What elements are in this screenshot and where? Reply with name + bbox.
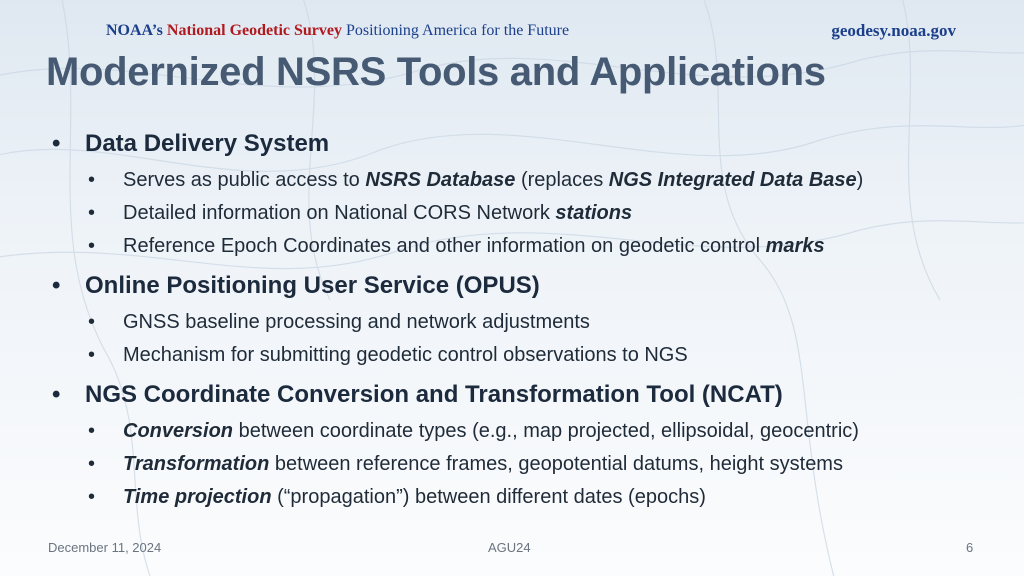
sub-bullet bbox=[88, 169, 863, 192]
bullet-icon: • bbox=[88, 486, 96, 508]
sub-bullet bbox=[88, 202, 632, 225]
header-bar bbox=[0, 12, 1024, 48]
bullet-heading: Online Positioning User Service (OPUS) bbox=[85, 272, 540, 299]
sub-bullet-text: (replaces bbox=[515, 169, 609, 191]
sub-bullet-text: Reference Epoch Coordinates and other information on geodetic control bbox=[123, 235, 766, 257]
bullet-icon: • bbox=[88, 169, 96, 191]
bullet-icon: • bbox=[88, 311, 96, 333]
footer-conference: AGU24 bbox=[488, 540, 531, 555]
slide-title: Modernized NSRS Tools and Applications bbox=[46, 50, 826, 94]
sub-bullet-text: ) bbox=[856, 169, 864, 191]
footer-date: December 11, 2024 bbox=[48, 540, 162, 555]
bullet-icon: • bbox=[52, 130, 61, 157]
brand-noaa: NOAA’s bbox=[106, 22, 163, 39]
sub-bullet-emphasis: marks bbox=[765, 235, 825, 257]
bullet-icon: • bbox=[52, 272, 61, 299]
sub-bullet-text: between reference frames, geopotential datums, height systems bbox=[269, 453, 843, 475]
sub-bullet bbox=[88, 311, 590, 334]
sub-bullet-text: (“propagation”) between different dates (epochs) bbox=[271, 486, 706, 508]
sub-bullet bbox=[88, 453, 843, 476]
sub-bullet-text: Mechanism for submitting geodetic control observations to NGS bbox=[123, 344, 688, 366]
sub-bullet bbox=[88, 235, 825, 258]
sub-bullet-emphasis: Time projection bbox=[123, 486, 272, 508]
sub-bullet bbox=[88, 486, 706, 509]
site-url: geodesy.noaa.gov bbox=[831, 21, 956, 40]
bullet-icon: • bbox=[88, 235, 96, 257]
bullet-icon: • bbox=[88, 344, 96, 366]
ngs-brand-logo bbox=[106, 22, 569, 40]
bullet-icon: • bbox=[88, 420, 96, 442]
bullet-data-delivery-system bbox=[52, 130, 329, 158]
sub-bullet-emphasis: Transformation bbox=[123, 453, 270, 475]
footer-page-number: 6 bbox=[966, 540, 974, 555]
sub-bullet-emphasis: stations bbox=[555, 202, 633, 224]
bullet-opus bbox=[52, 272, 540, 300]
sub-bullet-text: Serves as public access to bbox=[123, 169, 366, 191]
sub-bullet-text: Detailed information on National CORS Network bbox=[123, 202, 556, 224]
sub-bullet-text: GNSS baseline processing and network adjustments bbox=[123, 311, 590, 333]
sub-bullet-text: between coordinate types (e.g., map projected, ellipsoidal, geocentric) bbox=[233, 420, 859, 442]
sub-bullet-emphasis: NSRS Database bbox=[365, 169, 516, 191]
sub-bullet-emphasis: NGS Integrated Data Base bbox=[608, 169, 857, 191]
bullet-icon: • bbox=[88, 202, 96, 224]
bullet-icon: • bbox=[52, 381, 61, 408]
bullet-heading: NGS Coordinate Conversion and Transformation Tool (NCAT) bbox=[85, 381, 783, 408]
sub-bullet bbox=[88, 344, 688, 367]
sub-bullet bbox=[88, 420, 859, 443]
brand-ngs: National Geodetic Survey bbox=[166, 22, 342, 39]
bullet-ncat bbox=[52, 381, 783, 409]
bullet-icon: • bbox=[88, 453, 96, 475]
sub-bullet-emphasis: Conversion bbox=[123, 420, 234, 442]
bullet-heading: Data Delivery System bbox=[85, 130, 330, 157]
brand-tagline: Positioning America for the Future bbox=[345, 22, 570, 39]
